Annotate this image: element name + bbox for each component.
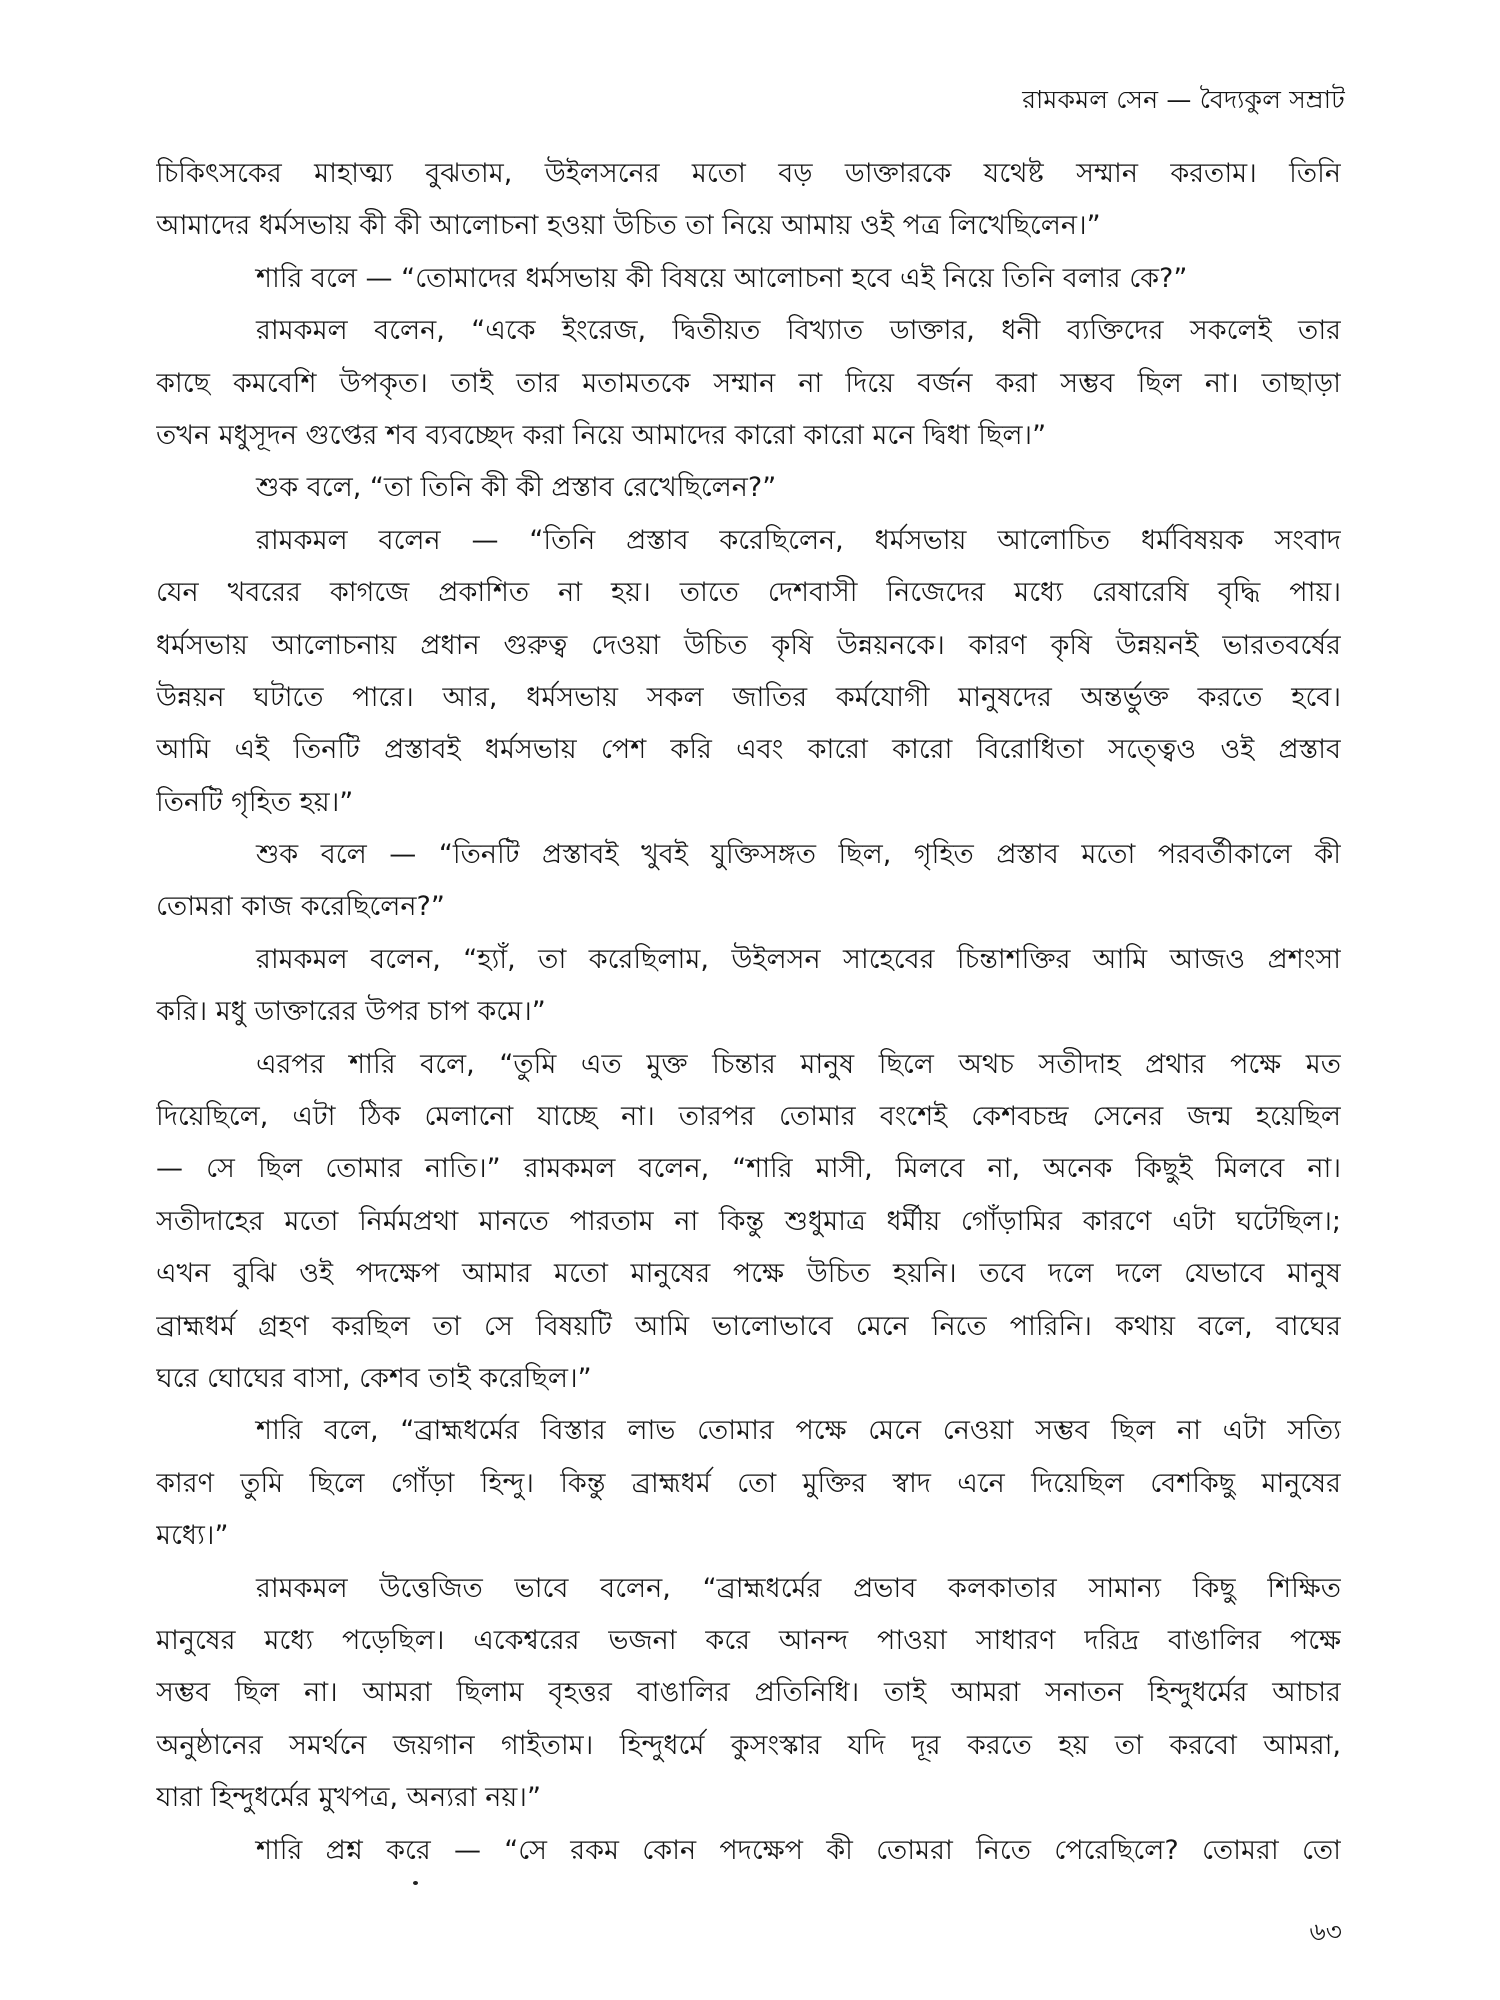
page-number: ৬৩ [1309, 1917, 1342, 1946]
text-line: করি। মধু ডাক্তারের উপর চাপ কমে।” [156, 996, 546, 1028]
text-line: রামকমল বলেন — “তিনি প্রস্তাব করেছিলেন, ধর্মসভায় আলোচিত ধর্মবিষয়ক সংবাদ [256, 524, 1341, 556]
text-line: তখন মধুসূদন গুপ্তের শব ব্যবচ্ছেদ করা নিয়ে আমাদের কারো কারো মনে দ্বিধা ছিল।” [156, 419, 1047, 451]
text-line: যারা হিন্দুধর্মের মুখপত্র, অন্যরা নয়।” [156, 1782, 541, 1814]
text-line: যেন খবরের কাগজে প্রকাশিত না হয়। তাতে দেশবাসী নিজেদের মধ্যে রেষারেষি বৃদ্ধি পায়। [156, 577, 1341, 609]
text-line: শুক বলে, “তা তিনি কী কী প্রস্তাব রেখেছিলেন?” [256, 472, 777, 504]
text-line: কাছে কমবেশি উপকৃত। তাই তার মতামতকে সম্মান না দিয়ে বর্জন করা সম্ভব ছিল না। তাছাড়া [156, 367, 1341, 399]
text-line: উন্নয়ন ঘটাতে পারে। আর, ধর্মসভায় সকল জাতির কর্মযোগী মানুষদের অন্তর্ভুক্ত করতে হবে। [156, 681, 1341, 713]
text-line: তোমরা কাজ করেছিলেন?” [156, 891, 445, 923]
text-line: এরপর শারি বলে, “তুমি এত মুক্ত চিন্তার মানুষ ছিলে অথচ সতীদাহ প্রথার পক্ষে মত [256, 1048, 1341, 1080]
text-line: — সে ছিল তোমার নাতি।” রামকমল বলেন, “শারি মাসী, মিলবে না, অনেক কিছুই মিলবে না। [156, 1153, 1341, 1185]
text-line: তিনটি গৃহিত হয়।” [156, 786, 354, 818]
text-line: ঘরে ঘোঘের বাসা, কেশব তাই করেছিল।” [156, 1362, 592, 1394]
body-text [156, 148, 1341, 1877]
text-line: সতীদাহের মতো নির্মমপ্রথা মানতে পারতাম না কিন্তু শুধুমাত্র ধর্মীয় গোঁড়ামির কারণে এটা ঘটেছিল।; [156, 1205, 1341, 1237]
text-line: মধ্যে।” [156, 1520, 229, 1552]
text-line: দিয়েছিলে, এটা ঠিক মেলানো যাচ্ছে না। তারপর তোমার বংশেই কেশবচন্দ্র সেনের জন্ম হয়েছিল [156, 1101, 1341, 1133]
text-line: কারণ তুমি ছিলে গোঁড়া হিন্দু। কিন্তু ব্রাহ্মধর্ম তো মুক্তির স্বাদ এনে দিয়েছিল বেশকিছু মানুষের [156, 1467, 1341, 1499]
text-line: রামকমল উত্তেজিত ভাবে বলেন, “ব্রাহ্মধর্মের প্রভাব কলকাতার সামান্য কিছু শিক্ষিত [256, 1572, 1341, 1604]
text-line: শুক বলে — “তিনটি প্রস্তাবই খুবই যুক্তিসঙ্গত ছিল, গৃহিত প্রস্তাব মতো পরবর্তীকালে কী [256, 839, 1341, 871]
running-header: রামকমল সেন — বৈদ্যকুল সম্রাট [1022, 85, 1345, 114]
text-line: রামকমল বলেন, “একে ইংরেজ, দ্বিতীয়ত বিখ্যাত ডাক্তার, ধনী ব্যক্তিদের সকলেই তার [256, 315, 1341, 347]
text-line: রামকমল বলেন, “হ্যাঁ, তা করেছিলাম, উইলসন সাহেবের চিন্তাশক্তির আমি আজও প্রশংসা [256, 943, 1341, 975]
text-line: চিকিৎসকের মাহাত্ম্য বুঝতাম, উইলসনের মতো বড় ডাক্তারকে যথেষ্ট সম্মান করতাম। তিনি [156, 158, 1341, 189]
text-line: শারি প্রশ্ন করে — “সে রকম কোন পদক্ষেপ কী তোমরা নিতে পেরেছিলে? তোমরা তো [256, 1834, 1341, 1866]
text-line: আমাদের ধর্মসভায় কী কী আলোচনা হওয়া উচিত তা নিয়ে আমায় ওই পত্র লিখেছিলেন।” [156, 210, 1101, 242]
text-line: এখন বুঝি ওই পদক্ষেপ আমার মতো মানুষের পক্ষে উচিত হয়নি। তবে দলে দলে যেভাবে মানুষ [156, 1258, 1341, 1290]
text-line: আমি এই তিনটি প্রস্তাবই ধর্মসভায় পেশ করি এবং কারো কারো বিরোধিতা সত্ত্বেও ওই প্রস্তাব [156, 734, 1341, 766]
text-line: শারি বলে, “ব্রাহ্মধর্মের বিস্তার লাভ তোমার পক্ষে মেনে নেওয়া সম্ভব ছিল না এটা সত্যি [256, 1415, 1341, 1447]
text-line: ব্রাহ্মধর্ম গ্রহণ করছিল তা সে বিষয়টি আমি ভালোভাবে মেনে নিতে পারিনি। কথায় বলে, বাঘের [156, 1310, 1341, 1342]
text-line: সম্ভব ছিল না। আমরা ছিলাম বৃহত্তর বাঙালির প্রতিনিধি। তাই আমরা সনাতন হিন্দুধর্মের আচার [156, 1677, 1341, 1709]
text-line: ধর্মসভায় আলোচনায় প্রধান গুরুত্ব দেওয়া উচিত কৃষি উন্নয়নকে। কারণ কৃষি উন্নয়নই ভারতবর্ষের [156, 629, 1341, 661]
text-line: মানুষের মধ্যে পড়েছিল। একেশ্বরের ভজনা করে আনন্দ পাওয়া সাধারণ দরিদ্র বাঙালির পক্ষে [156, 1624, 1341, 1656]
text-line: শারি বলে — “তোমাদের ধর্মসভায় কী বিষয়ে আলোচনা হবে এই নিয়ে তিনি বলার কে?” [256, 262, 1188, 294]
text-line: অনুষ্ঠানের সমর্থনে জয়গান গাইতাম। হিন্দুধর্মে কুসংস্কার যদি দূর করতে হয় তা করবো আমরা, [156, 1729, 1341, 1761]
print-speck [413, 1881, 418, 1885]
